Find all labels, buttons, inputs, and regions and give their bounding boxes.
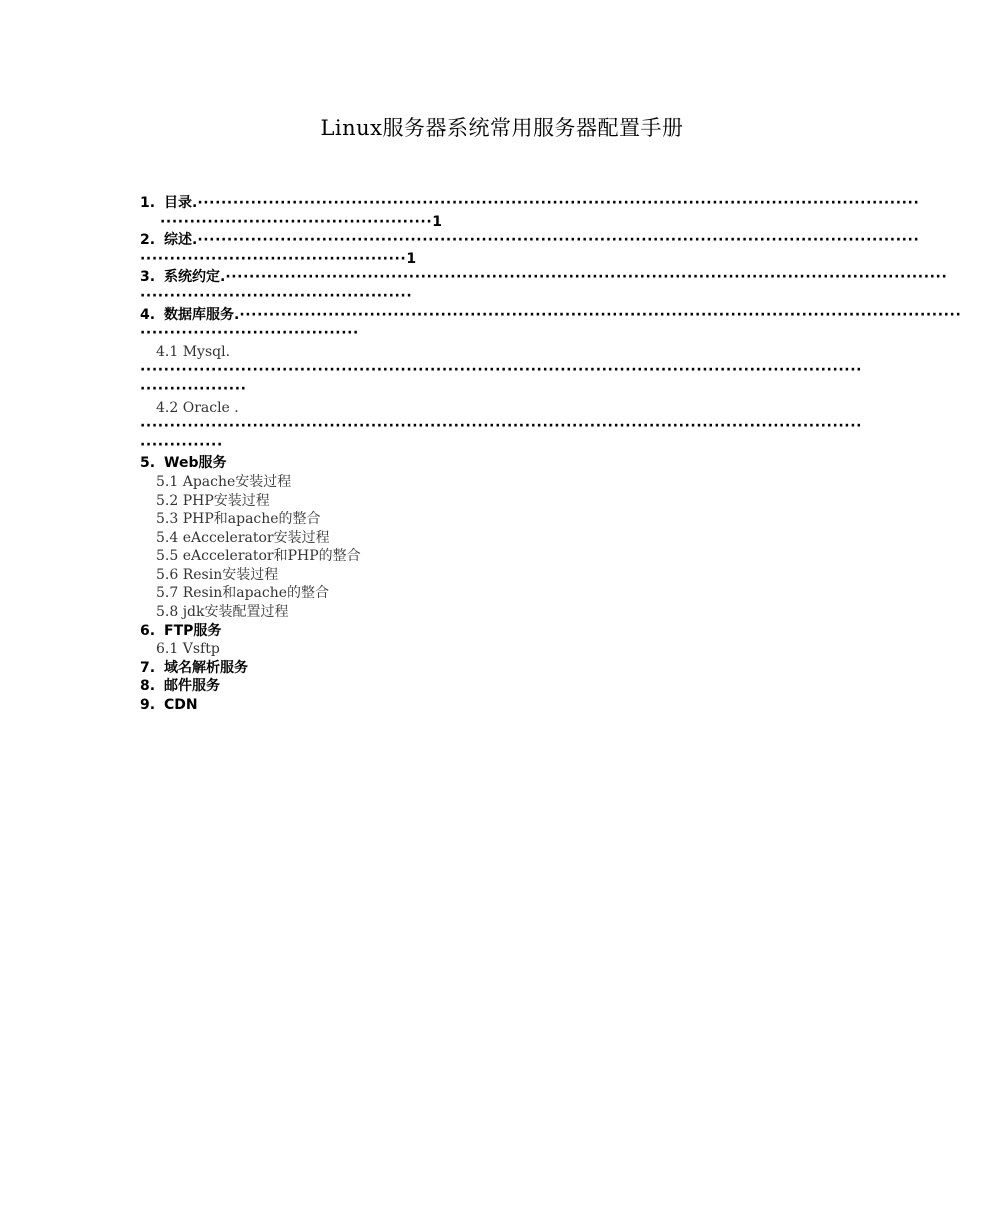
toc-label: 系统约定. [164,269,226,286]
toc-label: Web服务 [164,455,227,472]
toc-entry-4 [140,306,962,325]
toc-subentry-5-8: 5.8 jdk安装配置过程 [156,604,289,621]
toc-number: 8. [140,678,156,695]
toc-page-number: 1 [432,213,442,230]
toc-leader: ·························································································································· [197,232,920,249]
toc-leader: ·············································· [160,213,433,230]
toc-leader: ·················· [140,380,247,397]
toc-leader: ·············· [140,436,223,453]
toc-subentry-5-3: 5.3 PHP和apache的整合 [156,511,321,528]
toc-label: FTP服务 [164,622,222,639]
toc-entry-2-continuation [140,250,810,269]
toc-page-number: 1 [406,250,417,267]
toc-subentry-4-2: 4.2 Oracle . [156,399,239,416]
toc-entry-9 [140,696,810,715]
document-title: Linux服务器系统常用服务器配置手册 [320,116,684,140]
toc-leader: ·························································································································· [140,362,863,379]
toc-label: 域名解析服务 [164,659,248,676]
toc-subentry-4-2-leader [140,417,863,436]
toc-number: 5. [140,455,156,472]
toc-number: 1. [140,195,156,211]
toc-entry-1-continuation [140,213,810,232]
table-of-contents [140,194,962,715]
toc-entry-5 [140,454,810,473]
toc-leader: ·························································································································· [239,306,962,323]
toc-entry-4-continuation [140,324,810,343]
toc-subentry-5-6: 5.6 Resin安装过程 [156,566,279,583]
toc-entry-6 [140,622,810,641]
toc-leader: ·············································· [140,287,413,304]
toc-subentry-5-2: 5.2 PHP安装过程 [156,492,270,509]
toc-leader: ·························································································································· [140,418,863,435]
toc-leader: ····································· [140,325,359,342]
toc-leader: ············································· [140,250,407,267]
toc-subentry-6-1: 6.1 Vsftp [156,641,220,658]
toc-number: 3. [140,269,156,286]
toc-subentry-4-1-continuation [140,380,810,399]
toc-leader: ·························································································································· [225,269,948,286]
toc-subentry-5-4: 5.4 eAccelerator安装过程 [156,529,330,546]
toc-entry-1 [140,194,920,213]
toc-label: 邮件服务 [164,678,220,695]
toc-number: 6. [140,622,156,639]
toc-subentry-4-1-leader [140,361,863,380]
toc-subentry-5-1: 5.1 Apache安装过程 [156,473,292,490]
toc-number: 2. [140,232,156,249]
toc-entry-2 [140,231,920,250]
toc-subentry-5-5: 5.5 eAccelerator和PHP的整合 [156,548,361,565]
toc-subentry-4-1: 4.1 Mysql. [156,343,231,360]
toc-entry-3 [140,268,948,287]
toc-label: 目录. [164,195,198,211]
toc-entry-7 [140,659,810,678]
toc-subentry-4-2-continuation [140,436,810,455]
toc-leader: ·························································································································· [197,195,920,211]
toc-label: CDN [164,697,198,714]
toc-label: 综述. [164,232,198,249]
toc-number: 4. [140,306,156,323]
toc-number: 7. [140,659,156,676]
toc-entry-3-continuation [140,287,810,306]
toc-subentry-5-7: 5.7 Resin和apache的整合 [156,585,330,602]
toc-label: 数据库服务. [164,306,240,323]
toc-entry-8 [140,677,810,696]
toc-number: 9. [140,697,156,714]
